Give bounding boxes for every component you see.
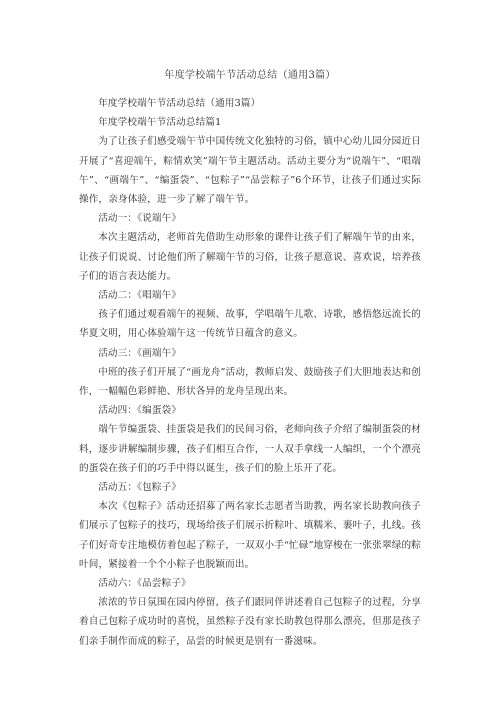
- activity-heading-5: 活动五：《包粽子》: [98, 482, 182, 494]
- activity-heading-4: 活动四：《编蛋袋》: [98, 405, 182, 417]
- activity-text-2: 孩子们通过观看端午的视频、故事，学唱端午儿歌、诗歌，感悟悠远流长的华夏文明，用心体验端午这一传统节日蕴含的意义。: [79, 309, 421, 340]
- paragraph-part-heading: 年度学校端午节活动总结篇1: [98, 117, 222, 129]
- activity-text-1: 本次主题活动，老师首先借助生动形象的课件让孩子们了解端午节的由来，让孩子们说说、讨论他们所了解端午节的习俗，让孩子愿意说、喜欢说，培养孩子们的语言表达能力。: [79, 232, 421, 282]
- activity-heading-3: 活动三：《画端午》: [98, 347, 182, 359]
- activity-heading-1: 活动一：《说端午》: [98, 213, 182, 225]
- activity-text-5: 本次《包粽子》活动还招募了两名家长志愿者当助教，两名家长助教向孩子们展示了包粽子的技巧，现场给孩子们展示折粽叶、填糯米、裹叶子，扎线。孩子们好奇专注地模仿着包起了粽子，一双双小手“忙碌”地穿梭在一张张翠绿的粽叶间，紧接着一个个小粽子也脱颖而出。: [79, 501, 421, 570]
- activity-heading-6: 活动六：《品尝粽子》: [98, 578, 191, 590]
- paragraph-intro: 为了让孩子们感受端午节中国传统文化独特的习俗，镇中心幼儿园分园近日开展了“喜迎端午，粽情欢笑”端午节主题活动。活动主要分为“说端午”、“唱端午”、“画端午”、“编蛋袋”、“包粽子”“品尝粽子”6个环节，让孩子们通过实际操作，亲身体验，进一步了解了端午节。: [79, 136, 421, 206]
- document-body: [79, 94, 421, 651]
- activity-text-3: 中班的孩子们开展了“画龙舟”活动，教师启发、鼓励孩子们大胆地表达和创作，一幅幅色彩鲜艳、形状各异的龙舟呈现出来。: [79, 366, 421, 398]
- document-title: 年度学校端午节活动总结（通用3篇）: [164, 70, 336, 81]
- activity-text-6: 浓浓的节日氛围在园内停留，孩子们跟同伴讲述着自己包粽子的过程，分享着自己包粽子成功时的喜悦，虽然粽子没有家长助教包得那么漂亮，但那是孩子们亲手制作而成的粽子，品尝的时候更是别有一番滋味。: [79, 597, 421, 647]
- paragraph-subtitle: 年度学校端午节活动总结（通用3篇）: [98, 98, 261, 109]
- activity-heading-2: 活动二：《唱端午》: [98, 290, 182, 302]
- activity-text-4: 端午节编蛋袋、挂蛋袋是我们的民间习俗，老师向孩子介绍了编制蛋袋的材料，逐步讲解编制步骤，孩子们相互合作，一人双手拿线一人编织，一个个漂亮的蛋袋在孩子们的巧手中得以诞生，孩子们的脸上乐开了花。: [79, 424, 421, 474]
